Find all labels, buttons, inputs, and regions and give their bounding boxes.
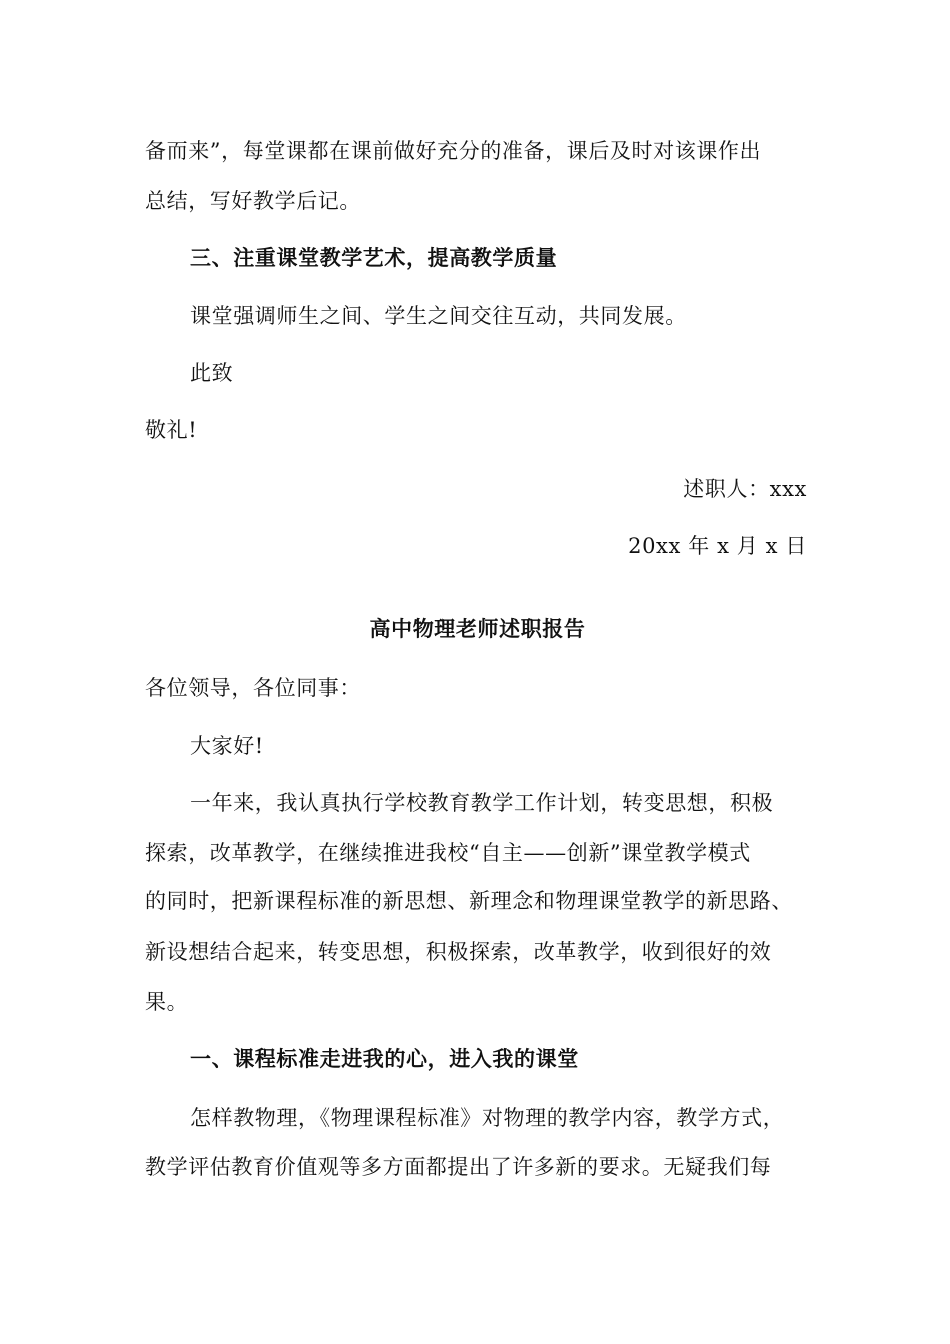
signature-reporter: 述职人：xxx — [683, 477, 807, 501]
paragraph-line: 课堂强调师生之间、学生之间交往互动，共同发展。 — [190, 304, 687, 328]
paragraph-line: 探索，改革教学，在继续推进我校“自主——创新”课堂教学模式 — [145, 841, 751, 865]
paragraph-line: 备而来”，每堂课都在课前做好充分的准备，课后及时对该课作出 — [145, 139, 762, 163]
paragraph-line: 的同时，把新课程标准的新思想、新理念和物理课堂教学的新思路、 — [145, 889, 793, 913]
section-heading-1: 一、课程标准走进我的心，进入我的课堂 — [190, 1046, 579, 1071]
greeting: 各位领导，各位同事： — [145, 676, 361, 700]
paragraph-line: 一年来，我认真执行学校教育教学工作计划，转变思想，积极 — [190, 791, 774, 815]
closing-salutation: 此致 — [190, 361, 234, 385]
signature-date: 20xx 年 x 月 x 日 — [628, 534, 807, 558]
section-heading-3: 三、注重课堂教学艺术，提高教学质量 — [190, 245, 558, 270]
paragraph-line: 教学评估教育价值观等多方面都提出了许多新的要求。无疑我们每 — [145, 1155, 772, 1179]
paragraph-line: 怎样教物理，《物理课程标准》对物理的教学内容，教学方式， — [190, 1106, 785, 1130]
greeting-hello: 大家好! — [190, 734, 264, 758]
closing-respect: 敬礼! — [145, 418, 198, 442]
report-title: 高中物理老师述职报告 — [369, 616, 586, 641]
paragraph-line: 果。 — [145, 990, 189, 1014]
paragraph-line: 新设想结合起来，转变思想，积极探索，改革教学，收到很好的效 — [145, 940, 772, 964]
paragraph-line: 总结，写好教学后记。 — [145, 189, 361, 213]
